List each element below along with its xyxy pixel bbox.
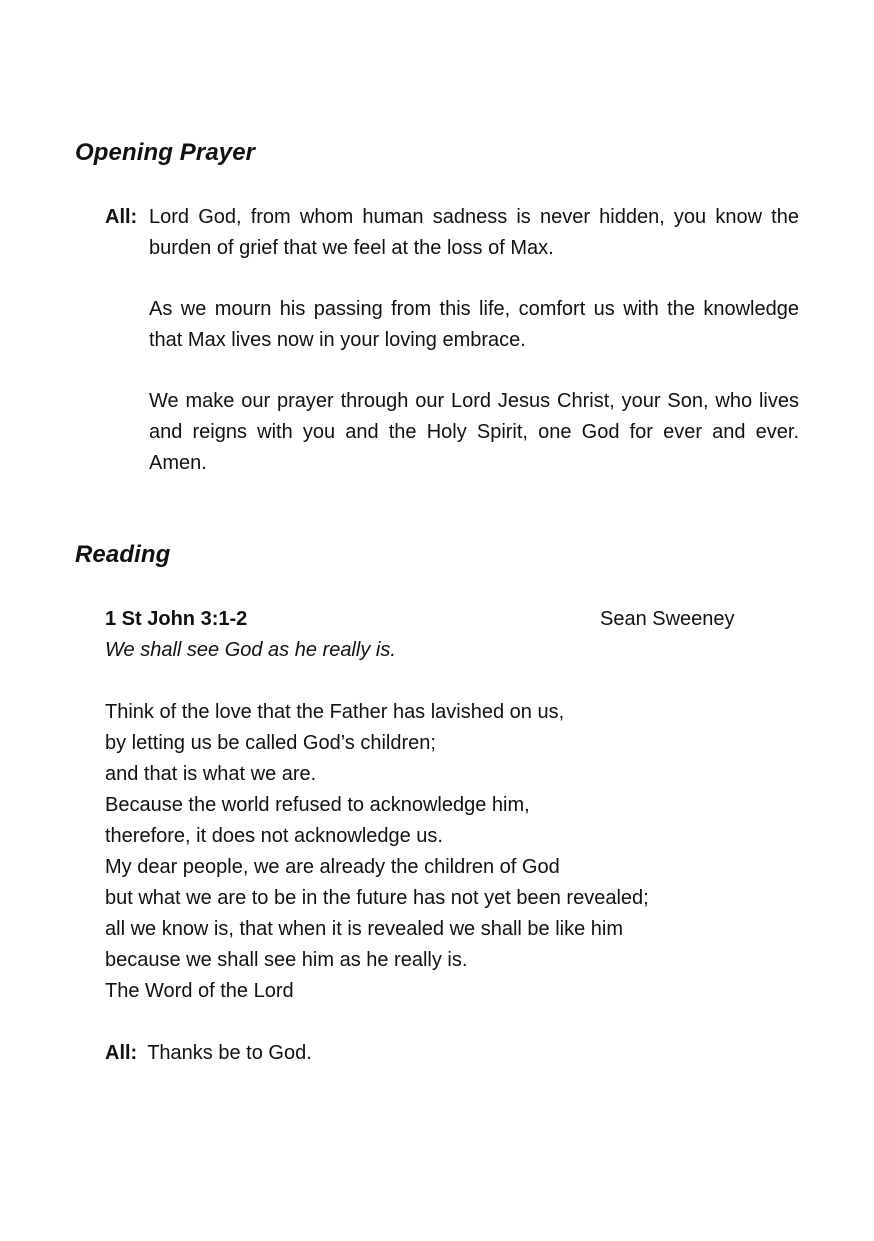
opening-prayer-heading: Opening Prayer [75,139,256,166]
reading-line: therefore, it does not acknowledge us. [105,825,443,847]
reading-line: by letting us be called God’s children; [105,732,436,754]
reading-line: all we know is, that when it is revealed we shall be like him [105,918,624,940]
reading-response [105,1038,805,1069]
reading-line: The Word of the Lord [105,980,294,1002]
reading-line: and that is what we are. [105,763,317,785]
response-text: Thanks be to God. [147,1042,312,1064]
reading-section [105,604,805,1069]
response-speaker-label: All: [105,1042,138,1064]
reader-name: Sean Sweeney [600,608,735,630]
prayer-speaker-label: All: [105,206,138,228]
reading-line: Think of the love that the Father has lavished on us, [105,701,565,723]
reading-line: because we shall see him as he really is. [105,949,468,971]
prayer-paragraph-1: Lord God, from whom human sadness is never hidden, you know the burden of grief that we feel at the loss of Max. [149,206,799,259]
reading-line: My dear people, we are already the children of God [105,856,560,878]
reading-line: Because the world refused to acknowledge him, [105,794,530,816]
reading-line: but what we are to be in the future has not yet been revealed; [105,887,649,909]
prayer-paragraph-2: As we mourn his passing from this life, comfort us with the knowledge that Max lives now in your loving embrace. [149,298,799,351]
reading-subtitle: We shall see God as he really is. [105,639,396,661]
prayer-paragraph-3: We make our prayer through our Lord Jesus Christ, your Son, who lives and reigns with you and the Holy Spirit, one God for ever and ever. Amen. [149,390,799,474]
opening-prayer-section [105,202,799,509]
reading-heading: Reading [75,541,171,568]
reading-reference-row [105,604,805,635]
scripture-reference: 1 St John 3:1-2 [105,608,248,630]
